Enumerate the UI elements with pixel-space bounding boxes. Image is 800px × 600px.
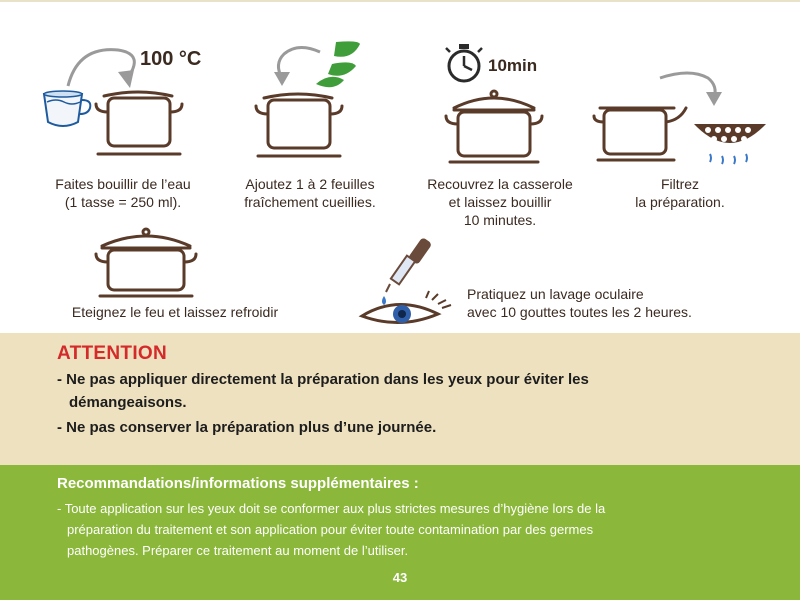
leaves-icon (316, 41, 360, 87)
recommendations-line2: préparation du traitement et son application pour éviter toute contamination par des germes (67, 522, 594, 537)
recommendations-line3: pathogènes. Préparer ce traitement au moment de l’utiliser. (67, 543, 409, 558)
recommendations-text (57, 498, 757, 561)
step4-illustration (590, 62, 780, 172)
recommendations-title: Recommandations/informations supplémentaires : (57, 475, 419, 492)
step5-line1: Eteignez le feu et laissez refroidir (71, 304, 279, 320)
step3-line3: 10 minutes. (463, 212, 537, 228)
arrow-icon (68, 50, 134, 88)
step3-text (405, 175, 595, 229)
pot-icon (594, 108, 686, 160)
step2-illustration (240, 38, 380, 168)
step1-text (38, 175, 208, 211)
arrow-icon (274, 47, 320, 86)
stopwatch-icon (446, 44, 482, 81)
step1-line1: Faites bouillir de l’eau (55, 176, 191, 192)
eye-icon (362, 291, 451, 323)
step3-line1: Recouvrez la casserole (427, 176, 573, 192)
pot-icon (96, 92, 182, 154)
step6-text (467, 285, 787, 321)
step5-text (40, 303, 310, 321)
step6-line2: avec 10 gouttes toutes les 2 heures. (467, 304, 692, 320)
attention-title: ATTENTION (57, 343, 168, 364)
lidded-pot-icon (96, 229, 196, 296)
attention-line1b: démangeaisons. (69, 394, 187, 411)
step4-text (595, 175, 765, 211)
attention-line2: - Ne pas conserver la préparation plus d’une journée. (57, 419, 437, 436)
lidded-pot-icon (446, 91, 542, 162)
arrow-icon (660, 73, 722, 106)
step2-line2: fraîchement cueillies. (244, 194, 376, 210)
step4-line1: Filtrez (660, 176, 700, 192)
step5-illustration (90, 218, 210, 300)
step1-badge: 100 °C (140, 48, 202, 70)
recommendations-line1: - Toute application sur les yeux doit se conformer aux plus strictes mesures d’hygiène lors de la (57, 501, 606, 516)
step3-badge: 10min (488, 56, 538, 75)
step2-line1: Ajoutez 1 à 2 feuilles (245, 176, 375, 192)
attention-line1: - Ne pas appliquer directement la préparation dans les yeux pour éviter les (57, 371, 589, 388)
step4-line2: la préparation. (635, 194, 725, 210)
step2-text (225, 175, 395, 211)
page-number: 43 (392, 570, 408, 585)
cup-icon (44, 91, 90, 126)
pot-icon (256, 94, 342, 156)
step1-line2: (1 tasse = 250 ml). (64, 194, 182, 210)
dropper-icon (382, 237, 432, 313)
colander-icon (694, 124, 766, 164)
step6-line1: Pratiquez un lavage oculaire (467, 286, 644, 302)
step6-illustration (358, 234, 468, 326)
step3-line2: et laissez bouillir (448, 194, 552, 210)
top-rule (0, 0, 800, 2)
